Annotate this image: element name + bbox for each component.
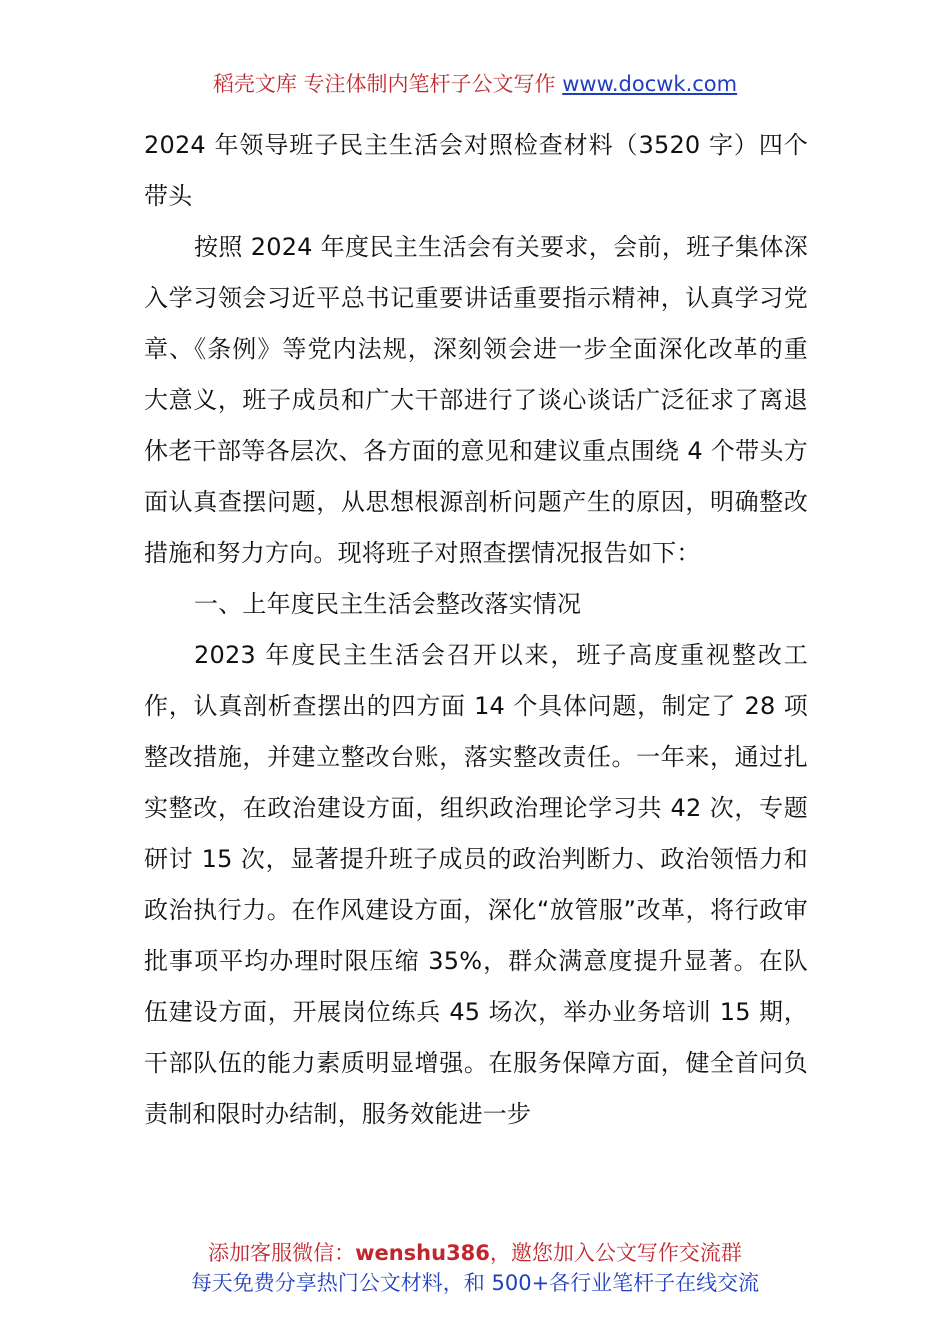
site-url-link[interactable]: www.docwk.com: [562, 72, 738, 96]
document-title: 2024 年领导班子民主生活会对照检查材料（3520 字）四个带头: [144, 131, 808, 210]
section-heading-1: 一、上年度民主生活会整改落实情况: [194, 590, 582, 618]
footer-wechat-suffix: ，邀您加入公文写作交流群: [489, 1241, 742, 1265]
site-brand-text: 稻壳文库 专注体制内笔杆子公文写作: [212, 72, 556, 96]
footer-line-1: [0, 1238, 950, 1268]
paragraph-section-1: 2023 年度民主生活会召开以来，班子高度重视整改工作，认真剖析查摆出的四方面 14 个具体问题，制定了 28 项整改措施，并建立整改台账，落实整改责任。一年来，通过扎实整改，在政治建设方面，组织政治理论学习共 42 次，专题研讨 15 次，显著提升班子成员的政治判断力、政治领悟力和政治执行力。在作风建设方面，深化“放管服”改革，将行政审批事项平均办理时限压缩 35%，群众满意度提升显著。在队伍建设方面，开展岗位练兵 45 场次，举办业务培训 15 期，干部队伍的能力素质明显增强。在服务保障方面，健全首问负责制和限时办结制，服务效能进一步: [144, 641, 808, 1128]
footer-line-2: 每天免费分享热门公文材料，和 500+各行业笔杆子在线交流: [190, 1271, 760, 1295]
promo-footer: [0, 1238, 950, 1298]
footer-wechat-id: wenshu386: [355, 1241, 490, 1265]
paragraph-intro: 按照 2024 年度民主生活会有关要求，会前，班子集体深入学习领会习近平总书记重要讲话重要指示精神，认真学习党章、《条例》等党内法规，深刻领会进一步全面深化改革的重大意义，班子成员和广大干部进行了谈心谈话广泛征求了离退休老干部等各层次、各方面的意见和建议重点围绕 4 个带头方面认真查摆问题，从思想根源剖析问题产生的原因，明确整改措施和努力方向。现将班子对照查摆情况报告如下：: [144, 233, 808, 567]
document-body: [144, 120, 808, 1140]
site-header: [0, 68, 950, 100]
footer-wechat-prefix: 添加客服微信：: [208, 1241, 356, 1265]
